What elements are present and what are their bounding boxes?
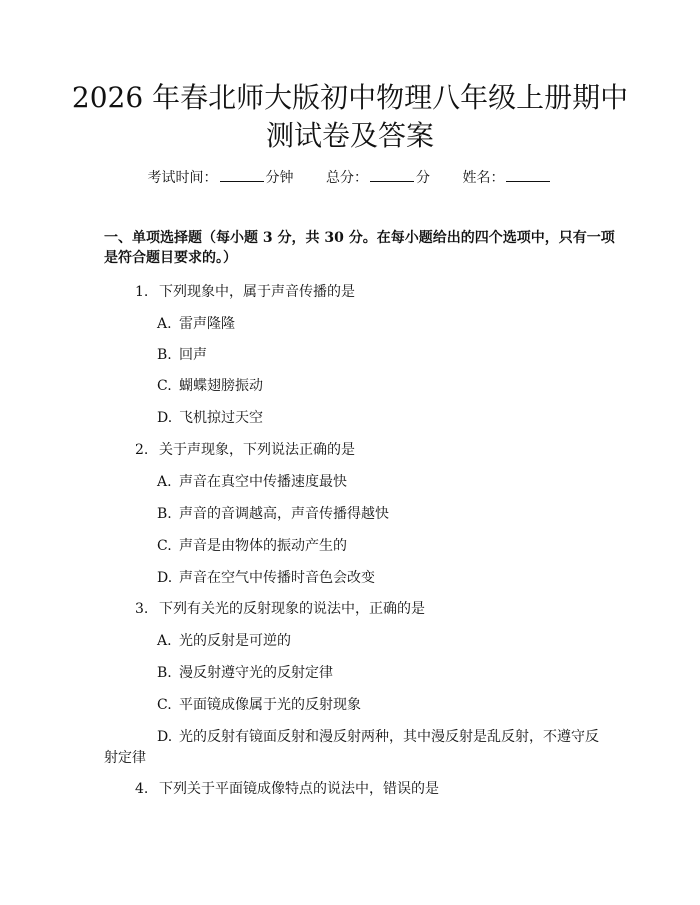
q3-option-c xyxy=(157,696,361,714)
question-text: 下列有关光的反射现象的说法中，正确的是 xyxy=(159,601,425,617)
option-letter: D. xyxy=(157,410,173,426)
q3-option-d-continuation: 射定律 xyxy=(104,750,146,766)
total-score-field xyxy=(326,170,430,186)
option-text: 光的反射是可逆的 xyxy=(179,633,291,649)
exam-time-field xyxy=(148,170,294,186)
question-text: 下列现象中，属于声音传播的是 xyxy=(159,284,355,300)
document-title-line1: 2026 年春北师大版初中物理八年级上册期中 xyxy=(71,81,629,114)
document-title-line2: 测试卷及答案 xyxy=(265,119,434,152)
option-letter: C. xyxy=(157,697,172,713)
option-text: 声音在真空中传播速度最快 xyxy=(179,474,347,490)
total-score-label: 总分： xyxy=(326,170,368,186)
q2-option-a xyxy=(157,473,347,491)
total-score-blank xyxy=(370,169,414,182)
student-name-label: 姓名： xyxy=(462,170,505,186)
option-text: 飞机掠过天空 xyxy=(179,410,263,426)
question-number: 3. xyxy=(135,601,149,617)
question-4 xyxy=(135,780,439,798)
question-1 xyxy=(135,283,355,301)
option-letter: D. xyxy=(157,729,173,745)
total-score-unit: 分 xyxy=(416,170,430,186)
option-letter: A. xyxy=(157,633,172,649)
option-letter: B. xyxy=(157,506,172,522)
student-name-blank xyxy=(506,169,550,182)
q2-option-b xyxy=(157,505,389,523)
option-text: 雷声隆隆 xyxy=(179,316,235,332)
option-text: 漫反射遵守光的反射定律 xyxy=(179,665,333,681)
student-name-field xyxy=(462,170,552,186)
option-letter: A. xyxy=(157,316,172,332)
question-3 xyxy=(135,600,425,618)
q2-option-c xyxy=(157,537,347,555)
exam-time-unit: 分钟 xyxy=(265,170,294,186)
q1-option-a xyxy=(157,315,235,333)
q1-option-b xyxy=(157,346,207,364)
option-letter: D. xyxy=(157,570,173,586)
option-letter: B. xyxy=(157,347,172,363)
q3-option-a xyxy=(157,632,291,650)
option-letter: C. xyxy=(157,378,172,394)
q3-option-d xyxy=(157,728,599,746)
question-number: 1. xyxy=(135,284,149,300)
section-heading-line1: 一、单项选择题（每小题 3 分，共 30 分。在每小题给出的四个选项中，只有一项 xyxy=(104,230,615,246)
option-text: 声音是由物体的振动产生的 xyxy=(179,538,347,554)
section-heading xyxy=(104,228,615,268)
option-text: 平面镜成像属于光的反射现象 xyxy=(179,697,361,713)
q3-option-b xyxy=(157,664,333,682)
option-text: 声音的音调越高，声音传播得越快 xyxy=(179,506,389,522)
q2-option-d xyxy=(157,569,375,587)
exam-time-blank xyxy=(220,169,264,182)
q1-option-d xyxy=(157,409,263,427)
question-text: 关于声现象，下列说法正确的是 xyxy=(159,442,355,458)
option-text: 回声 xyxy=(179,347,207,363)
q1-option-c xyxy=(157,377,263,395)
option-letter: A. xyxy=(157,474,172,490)
question-2 xyxy=(135,441,355,459)
exam-time-label: 考试时间： xyxy=(147,170,218,186)
option-letter: B. xyxy=(157,665,172,681)
option-text: 蝴蝶翅膀振动 xyxy=(179,378,263,394)
section-heading-line2: 是符合题目要求的。） xyxy=(104,250,237,266)
question-number: 2. xyxy=(135,442,149,458)
option-text: 光的反射有镜面反射和漫反射两种，其中漫反射是乱反射，不遵守反 xyxy=(179,729,599,745)
question-text: 下列关于平面镜成像特点的说法中，错误的是 xyxy=(159,781,439,797)
option-text: 声音在空气中传播时音色会改变 xyxy=(179,570,375,586)
exam-meta xyxy=(0,169,700,187)
option-letter: C. xyxy=(157,538,172,554)
question-number: 4. xyxy=(135,781,149,797)
